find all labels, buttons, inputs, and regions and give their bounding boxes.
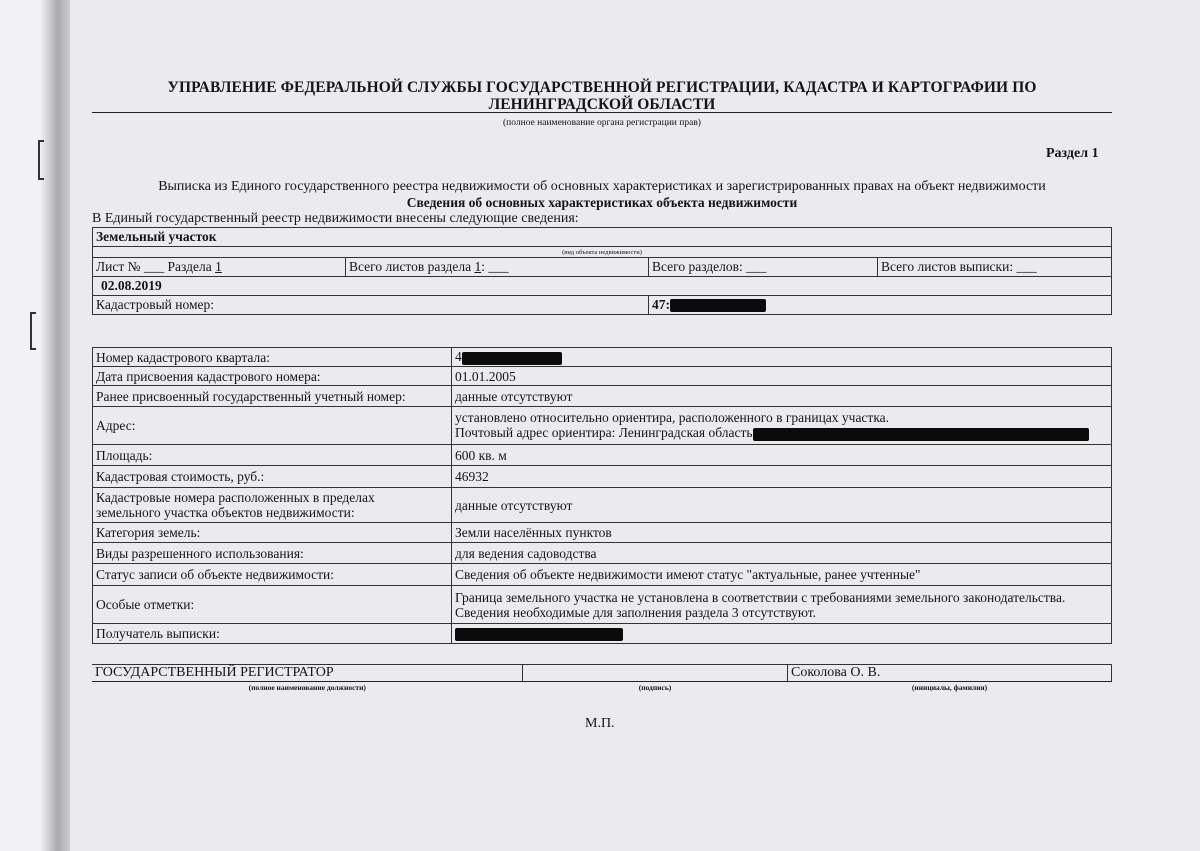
details-label: Площадь: [93, 445, 452, 466]
intro-text: В Единый государственный реестр недвижимости внесены следующие сведения: [92, 211, 579, 226]
details-label: Дата присвоения кадастрового номера: [93, 367, 452, 386]
details-label: Кадастровые номера расположенных в пределах земельного участка объектов недвижимости: [93, 488, 452, 523]
details-value [452, 407, 1112, 445]
stamp-place: М.П. [585, 716, 615, 731]
details-label: Особые отметки: [93, 586, 452, 624]
address-line-1: установлено относительно ориентира, расположенного в границах участка. [455, 410, 890, 426]
cadastral-number-label: Кадастровый номер: [93, 296, 649, 315]
details-value: 01.01.2005 [452, 367, 1112, 386]
details-value: 46932 [452, 466, 1112, 488]
details-value: 600 кв. м [452, 445, 1112, 466]
total-sheets-label: Всего листов раздела [349, 259, 472, 274]
details-label: Адрес: [93, 407, 452, 445]
position-caption: (полное наименование должности) [92, 682, 523, 693]
details-value: 4 [452, 348, 1112, 367]
redaction-bar [670, 299, 766, 312]
sheet-number-cell [93, 258, 346, 277]
details-label: Номер кадастрового квартала: [93, 348, 452, 367]
registrar-signature [523, 665, 788, 682]
details-value [452, 586, 1112, 624]
details-value: для ведения садоводства [452, 543, 1112, 564]
extract-subtitle: Сведения об основных характеристиках объекта недвижимости [406, 195, 798, 210]
cadastral-number-cell [649, 296, 1112, 315]
details-label: Статус записи об объекте недвижимости: [93, 564, 452, 586]
total-sheets-cell [346, 258, 649, 277]
details-table [92, 347, 1112, 644]
organization-title: УПРАВЛЕНИЕ ФЕДЕРАЛЬНОЙ СЛУЖБЫ ГОСУДАРСТВЕННОЙ РЕГИСТРАЦИИ, КАДАСТРА И КАРТОГРАФИИ ПО ЛЕНИНГРАДСКОЙ ОБЛАСТИ [167, 79, 1037, 113]
total-extract-sheets-cell: Всего листов выписки: ___ [878, 258, 1112, 277]
registrar-position: ГОСУДАРСТВЕННЫЙ РЕГИСТРАТОР [92, 665, 523, 682]
organization-caption: (полное наименование органа регистрации прав) [503, 118, 701, 128]
notes-line-1: Граница земельного участка не установлена в соответствии с требованиями земельного законодательства. [455, 589, 1066, 605]
details-label: Ранее присвоенный государственный учетный номер: [93, 386, 452, 407]
object-type-caption: (вид объекта недвижимости) [93, 247, 1112, 258]
details-value: Сведения об объекте недвижимости имеют статус "актуальные, ранее учтенные" [452, 564, 1112, 586]
cadastral-number-value: 47: [652, 297, 670, 312]
redaction-bar [462, 352, 562, 365]
details-value: данные отсутствуют [452, 386, 1112, 407]
sheet-section-value: 1 [215, 259, 222, 274]
details-value: данные отсутствуют [452, 488, 1112, 523]
extract-date: 02.08.2019 [93, 277, 1112, 296]
total-sheets-value: 1 [474, 259, 482, 274]
binding-mark-middle [30, 312, 36, 350]
signature-caption: (подпись) [523, 682, 788, 693]
page-edge [0, 0, 72, 851]
total-sections-cell: Всего разделов: ___ [649, 258, 878, 277]
signature-table [92, 664, 1112, 692]
registrar-name: Соколова О. В. [788, 665, 1112, 682]
sheet-number-label: Лист № ___ Раздела [96, 259, 212, 274]
object-type: Земельный участок [93, 228, 1112, 247]
details-label: Кадастровая стоимость, руб.: [93, 466, 452, 488]
organization-underline [92, 112, 1112, 113]
binding-mark-top [38, 140, 44, 180]
redaction-bar [753, 428, 1089, 441]
details-value: Земли населённых пунктов [452, 523, 1112, 543]
details-value [452, 624, 1112, 644]
name-caption: (инициалы, фамилия) [788, 682, 1112, 693]
address-line-2: Почтовый адрес ориентира: Ленинградская область [455, 425, 1108, 440]
redaction-bar [455, 628, 623, 641]
object-header-table [92, 227, 1112, 315]
extract-title: Выписка из Единого государственного реестра недвижимости об основных характеристиках и зарегистрированных правах на объект недвижимости [158, 179, 1046, 194]
details-label: Получатель выписки: [93, 624, 452, 644]
total-sheets-suffix: : ___ [481, 259, 509, 274]
details-label: Категория земель: [93, 523, 452, 543]
section-label: Раздел 1 [1046, 146, 1099, 161]
details-label: Виды разрешенного использования: [93, 543, 452, 564]
notes-line-2: Сведения необходимые для заполнения раздела 3 отсутствуют. [455, 604, 817, 620]
